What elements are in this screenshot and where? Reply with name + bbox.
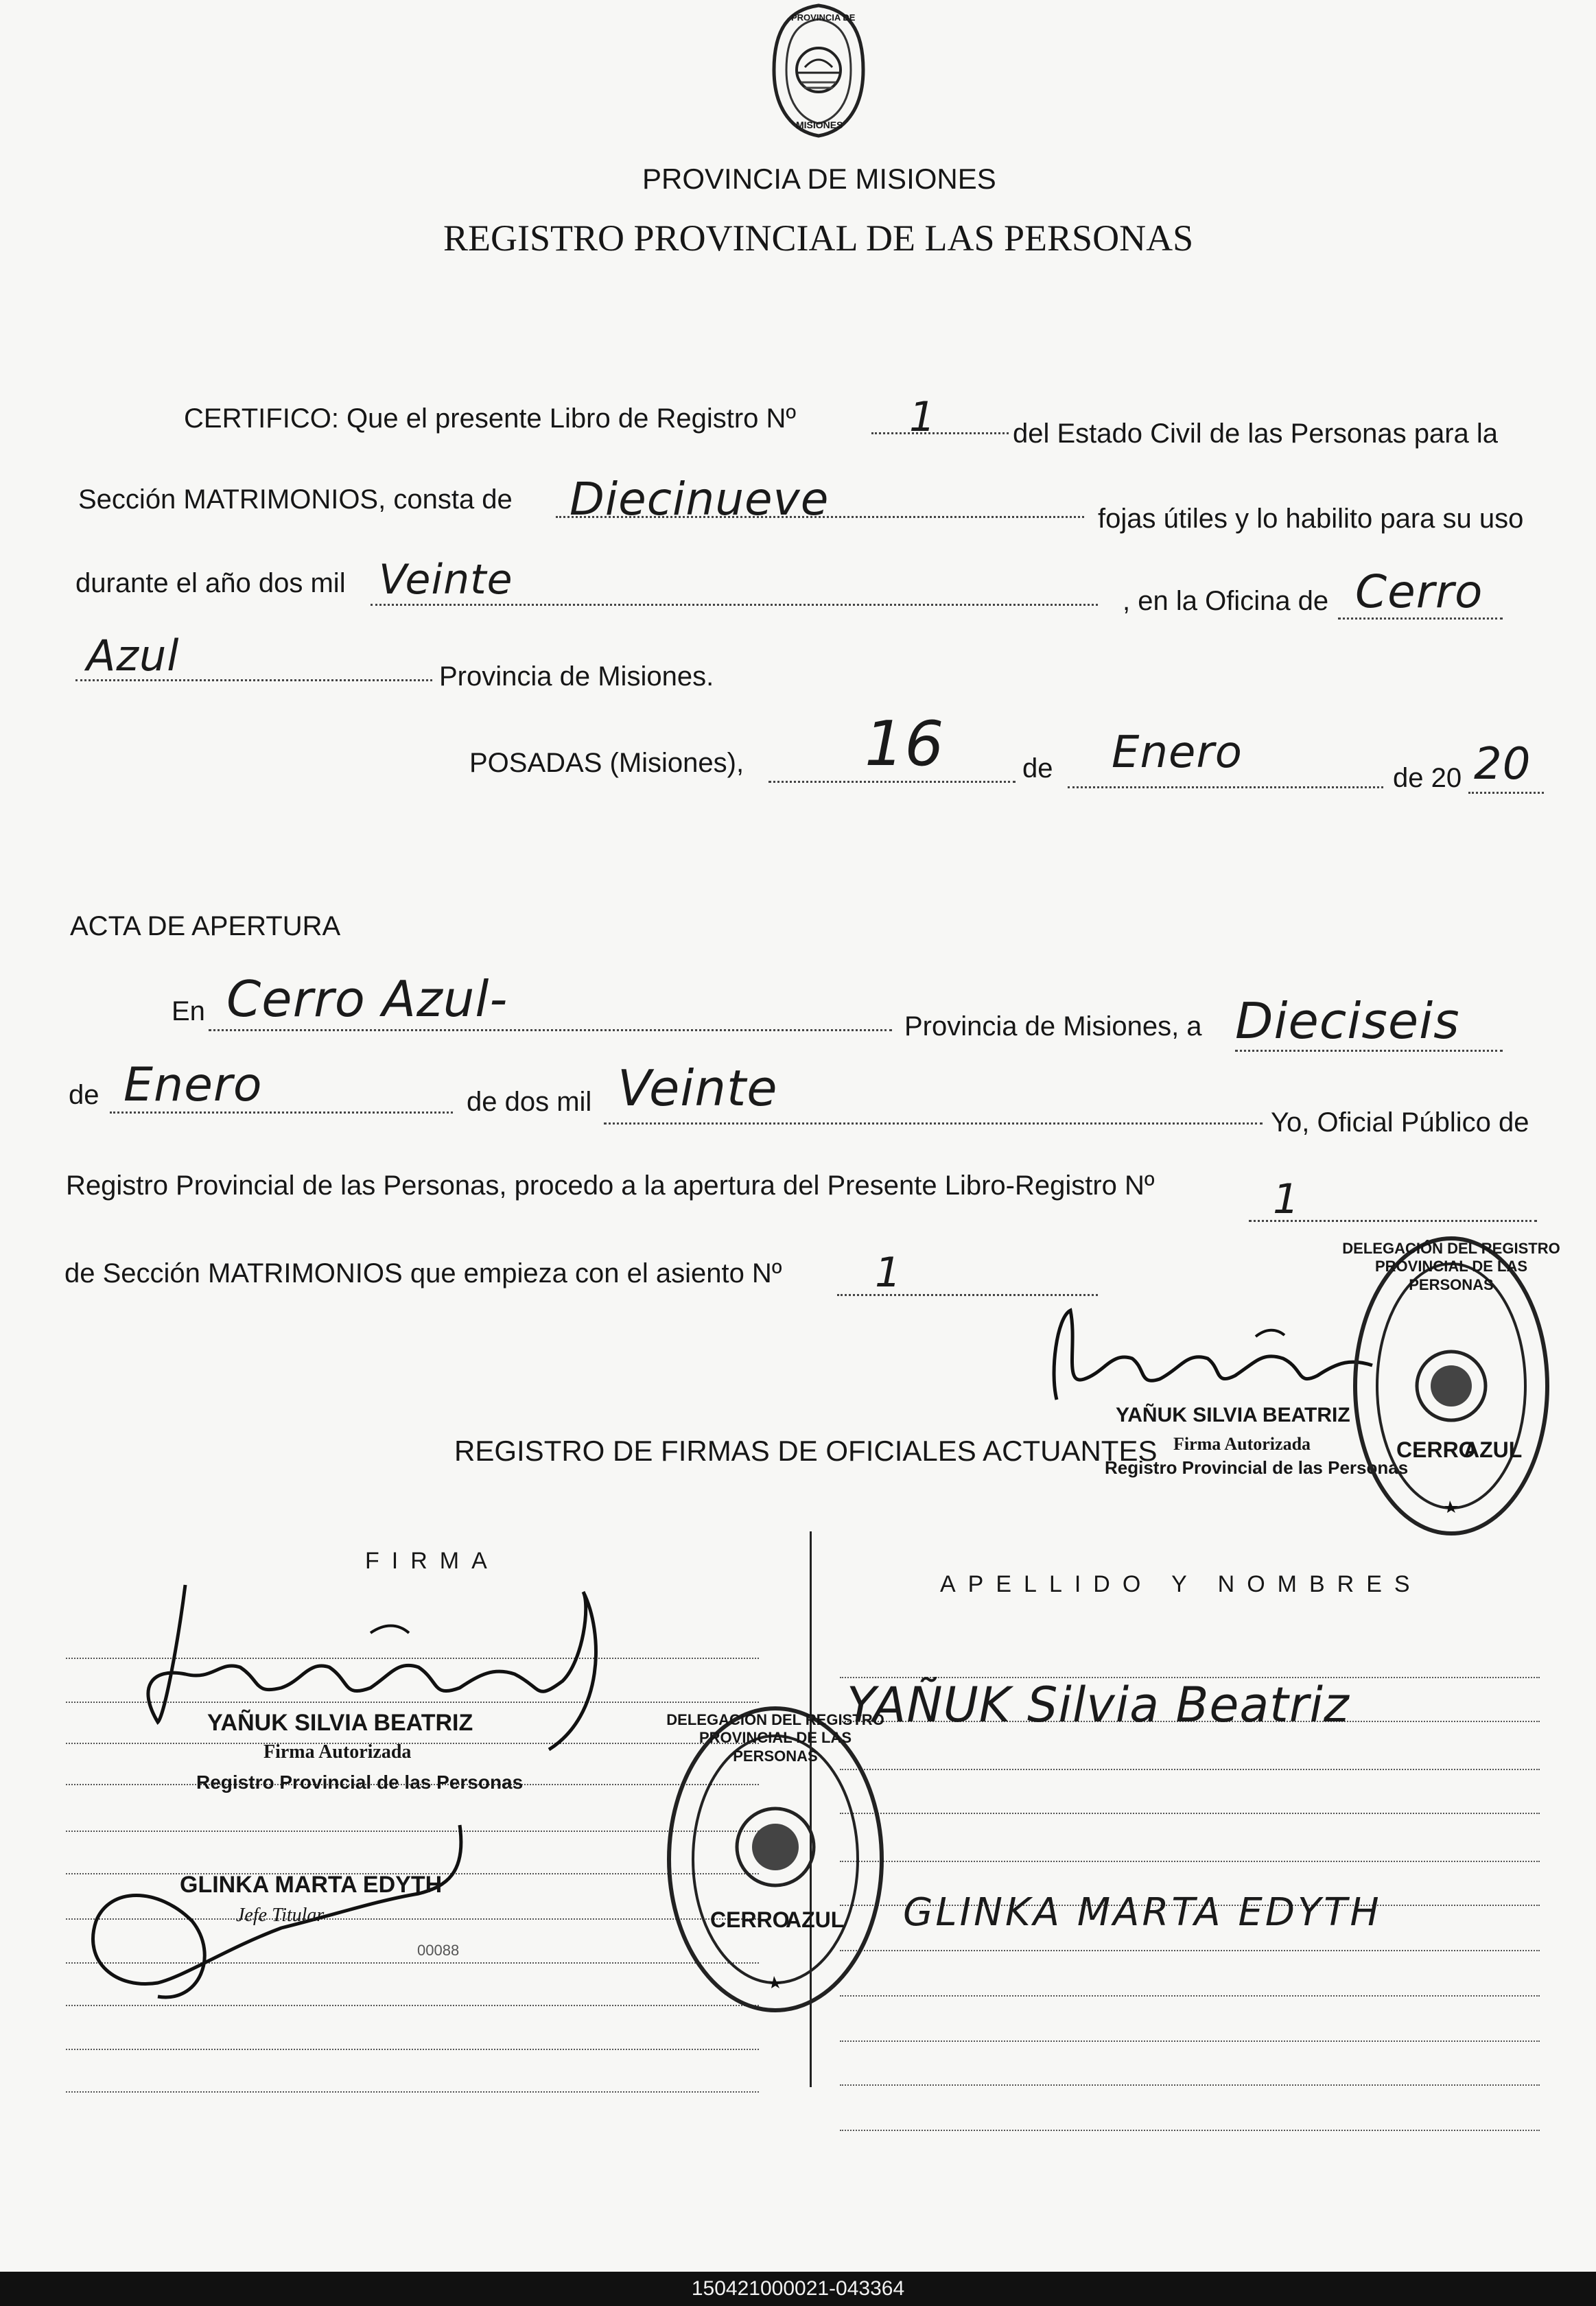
acta-year-field (604, 1122, 1263, 1125)
province-heading: PROVINCIA DE MISIONES (642, 163, 996, 195)
lower-stamp-ring-text: DELEGACIÓN DEL REGISTRO PROVINCIAL DE LAS PERSONAS (666, 1711, 884, 1765)
sig1-role: Firma Autorizada (263, 1741, 412, 1763)
official-name-2: GLINKA MARTA EDYTH (903, 1890, 1382, 1935)
cert-office-part1: Cerro (1355, 565, 1483, 618)
acta-line3: Registro Provincial de las Personas, procedo a la apertura del Presente Libro-Registro Nº (66, 1170, 1155, 1201)
officer-name: YAÑUK SILVIA BEATRIZ (1116, 1404, 1350, 1426)
sig1-office: Registro Provincial de las Personas (196, 1772, 524, 1793)
names-line (840, 1950, 1540, 1951)
names-line (840, 2040, 1540, 2042)
cert-pages-count: Diecinueve (570, 473, 830, 526)
acta-dos-mil: de dos mil (467, 1087, 592, 1117)
acta-oficial: Yo, Oficial Público de (1271, 1107, 1529, 1138)
cert-year-suffix: 20 (1474, 739, 1532, 790)
acta-place-field (209, 1029, 892, 1031)
acta-day-field (1235, 1050, 1503, 1052)
official-name-1: YAÑUK Silvia Beatriz (847, 1677, 1350, 1733)
acta-line4: de Sección MATRIMONIOS que empieza con el asiento Nº (64, 1258, 782, 1289)
registry-heading: REGISTRO PROVINCIAL DE LAS PERSONAS (443, 217, 1194, 259)
names-line (840, 2130, 1540, 2131)
acta-title: ACTA DE APERTURA (70, 911, 341, 941)
upper-stamp-azul: AZUL (1464, 1437, 1523, 1462)
officer-role: Firma Autorizada (1173, 1434, 1311, 1454)
acta-en: En (172, 996, 205, 1026)
acta-year-word: Veinte (618, 1059, 778, 1117)
col-header-names: APELLIDO Y NOMBRES (940, 1571, 1422, 1597)
acta-place: Cerro Azul- (226, 970, 508, 1028)
cert-year-field-2 (1468, 792, 1544, 794)
acta-month: Enero (124, 1058, 263, 1112)
cert-de: de (1022, 753, 1053, 784)
officials-title: REGISTRO DE FIRMAS DE OFICIALES ACTUANTES (454, 1435, 1158, 1467)
names-line (840, 1813, 1540, 1814)
upper-stamp-cerro: CERRO (1396, 1437, 1476, 1462)
provincial-seal (767, 1, 870, 139)
cert-book-number: 1 (909, 393, 937, 441)
acta-de: de (69, 1080, 99, 1110)
upper-stamp-ring-text: DELEGACIÓN DEL REGISTRO PROVINCIAL DE LAS PERSONAS (1342, 1240, 1560, 1293)
cert-day: 16 (865, 708, 945, 780)
col-header-firma: FIRMA (365, 1548, 500, 1574)
cert-year-field (371, 604, 1098, 606)
cert-year-word: Veinte (379, 556, 513, 604)
cert-line3-suffix: , en la Oficina de (1123, 586, 1329, 616)
cert-line1-suffix: del Estado Civil de las Personas para la (1013, 419, 1499, 449)
lower-stamp-cerro: CERRO (710, 1907, 790, 1932)
acta-day-word: Dieciseis (1235, 992, 1460, 1050)
names-line (840, 1995, 1540, 1997)
office-stamp-lower (662, 1702, 889, 2017)
acta-province-text: Provincia de Misiones, a (904, 1011, 1202, 1042)
cert-date-prefix: POSADAS (Misiones), (469, 748, 744, 778)
sig2-role: Jefe Titular (236, 1905, 325, 1926)
sig1-name: YAÑUK SILVIA BEATRIZ (207, 1710, 473, 1736)
names-line (840, 1769, 1540, 1770)
cert-line4-suffix: Provincia de Misiones. (439, 661, 714, 692)
lower-stamp-azul: AZUL (786, 1907, 845, 1932)
document-id-bar: 150421000021-043364 (0, 2272, 1596, 2306)
cert-day-field (768, 781, 1016, 783)
sig2-name: GLINKA MARTA EDYTH (180, 1872, 443, 1898)
seal-text-top: PROVINCIA DE (791, 12, 856, 23)
sig2-code: 00088 (417, 1942, 460, 1959)
acta-book-number: 1 (1273, 1175, 1300, 1223)
firma-line (66, 2049, 759, 2050)
office-stamp-upper (1342, 1232, 1560, 1540)
cert-book-number-field (871, 432, 1009, 434)
cert-month-field (1068, 786, 1383, 788)
firma-line (66, 2091, 759, 2093)
acta-entry-number: 1 (875, 1249, 902, 1297)
cert-line3-prefix: durante el año dos mil (75, 568, 346, 598)
cert-year-prefix: de 20 (1393, 763, 1462, 793)
cert-office-part2: Azul (86, 631, 180, 681)
cert-line2-suffix: fojas útiles y lo habilito para su uso (1098, 504, 1524, 534)
cert-line1-prefix: CERTIFICO: Que el presente Libro de Registro Nº (184, 403, 797, 434)
officer-office: Registro Provincial de las Personas (1105, 1457, 1409, 1478)
names-line (840, 2084, 1540, 2086)
names-line (840, 1861, 1540, 1862)
cert-month: Enero (1112, 727, 1243, 778)
cert-line2-prefix: Sección MATRIMONIOS, consta de (78, 484, 513, 515)
seal-text-bottom: MISIONES (796, 119, 843, 130)
